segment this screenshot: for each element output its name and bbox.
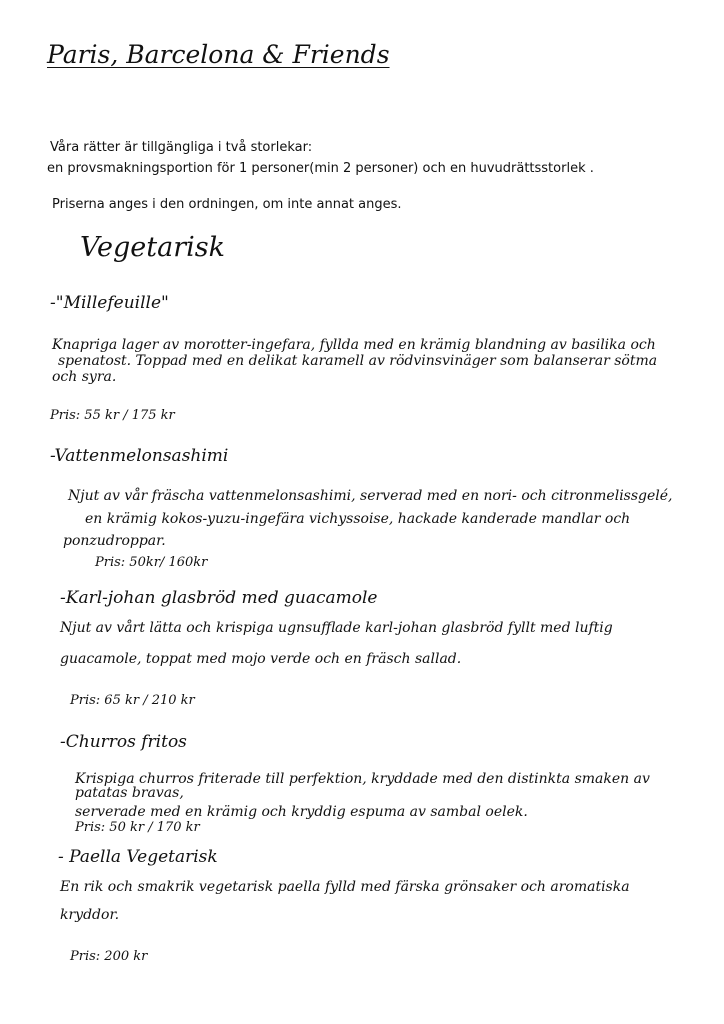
dish-desc-line: och syra. [52, 369, 117, 385]
dish-price: Pris: 50 kr / 170 kr [75, 820, 200, 835]
dish-desc-line: guacamole, toppat med mojo verde och en fräsch sallad. [60, 651, 462, 667]
dish-name-karl-johan: -Karl-johan glasbröd med guacamole [60, 588, 378, 608]
dish-desc-line: patatas bravas, [75, 785, 184, 801]
dish-name-millefeuille: -"Millefeuille" [50, 293, 169, 313]
dish-price: Pris: 55 kr / 175 kr [50, 408, 175, 423]
dish-desc-line: Njut av vår fräscha vattenmelonsashimi, serverad med en nori- och citronmelissgelé, [68, 488, 673, 504]
dish-desc-line: en krämig kokos-yuzu-ingefära vichyssoise, hackade kanderade mandlar och [85, 511, 631, 527]
dish-price: Pris: 65 kr / 210 kr [70, 693, 195, 708]
dish-desc-line: Krispiga churros friterade till perfektion, kryddade med den distinkta smaken av [75, 771, 650, 787]
dish-price: Pris: 50kr/ 160kr [95, 555, 208, 570]
dish-desc-line: kryddor. [60, 907, 120, 923]
intro-line-3: Priserna anges i den ordningen, om inte annat anges. [52, 197, 402, 212]
dish-desc-line: serverade med en krämig och kryddig espuma av sambal oelek. [75, 804, 528, 820]
dish-name-vattenmelonsashimi: -Vattenmelonsashimi [50, 446, 229, 466]
dish-desc-line: En rik och smakrik vegetarisk paella fylld med färska grönsaker och aromatiska [60, 879, 630, 895]
intro-line-1: Våra rätter är tillgängliga i två storlekar: [50, 140, 313, 155]
dish-desc-line: Knapriga lager av morotter-ingefara, fyllda med en krämig blandning av basilika och [52, 337, 656, 353]
page-title: Paris, Barcelona & Friends [47, 40, 390, 69]
dish-name-paella: - Paella Vegetarisk [58, 847, 218, 867]
dish-desc-line: spenatost. Toppad med en delikat karamell av rödvinsvinäger som balanserar sötma [58, 353, 658, 369]
intro-line-2: en provsmakningsportion för 1 personer(min 2 personer) och en huvudrättsstorlek . [47, 161, 594, 176]
dish-price: Pris: 200 kr [70, 949, 148, 964]
dish-desc-line: Njut av vårt lätta och krispiga ugnsufflade karl-johan glasbröd fyllt med luftig [60, 620, 613, 636]
section-heading: Vegetarisk [80, 232, 225, 263]
dish-desc-line: ponzudroppar. [63, 533, 166, 549]
dish-name-churros: -Churros fritos [60, 732, 187, 752]
